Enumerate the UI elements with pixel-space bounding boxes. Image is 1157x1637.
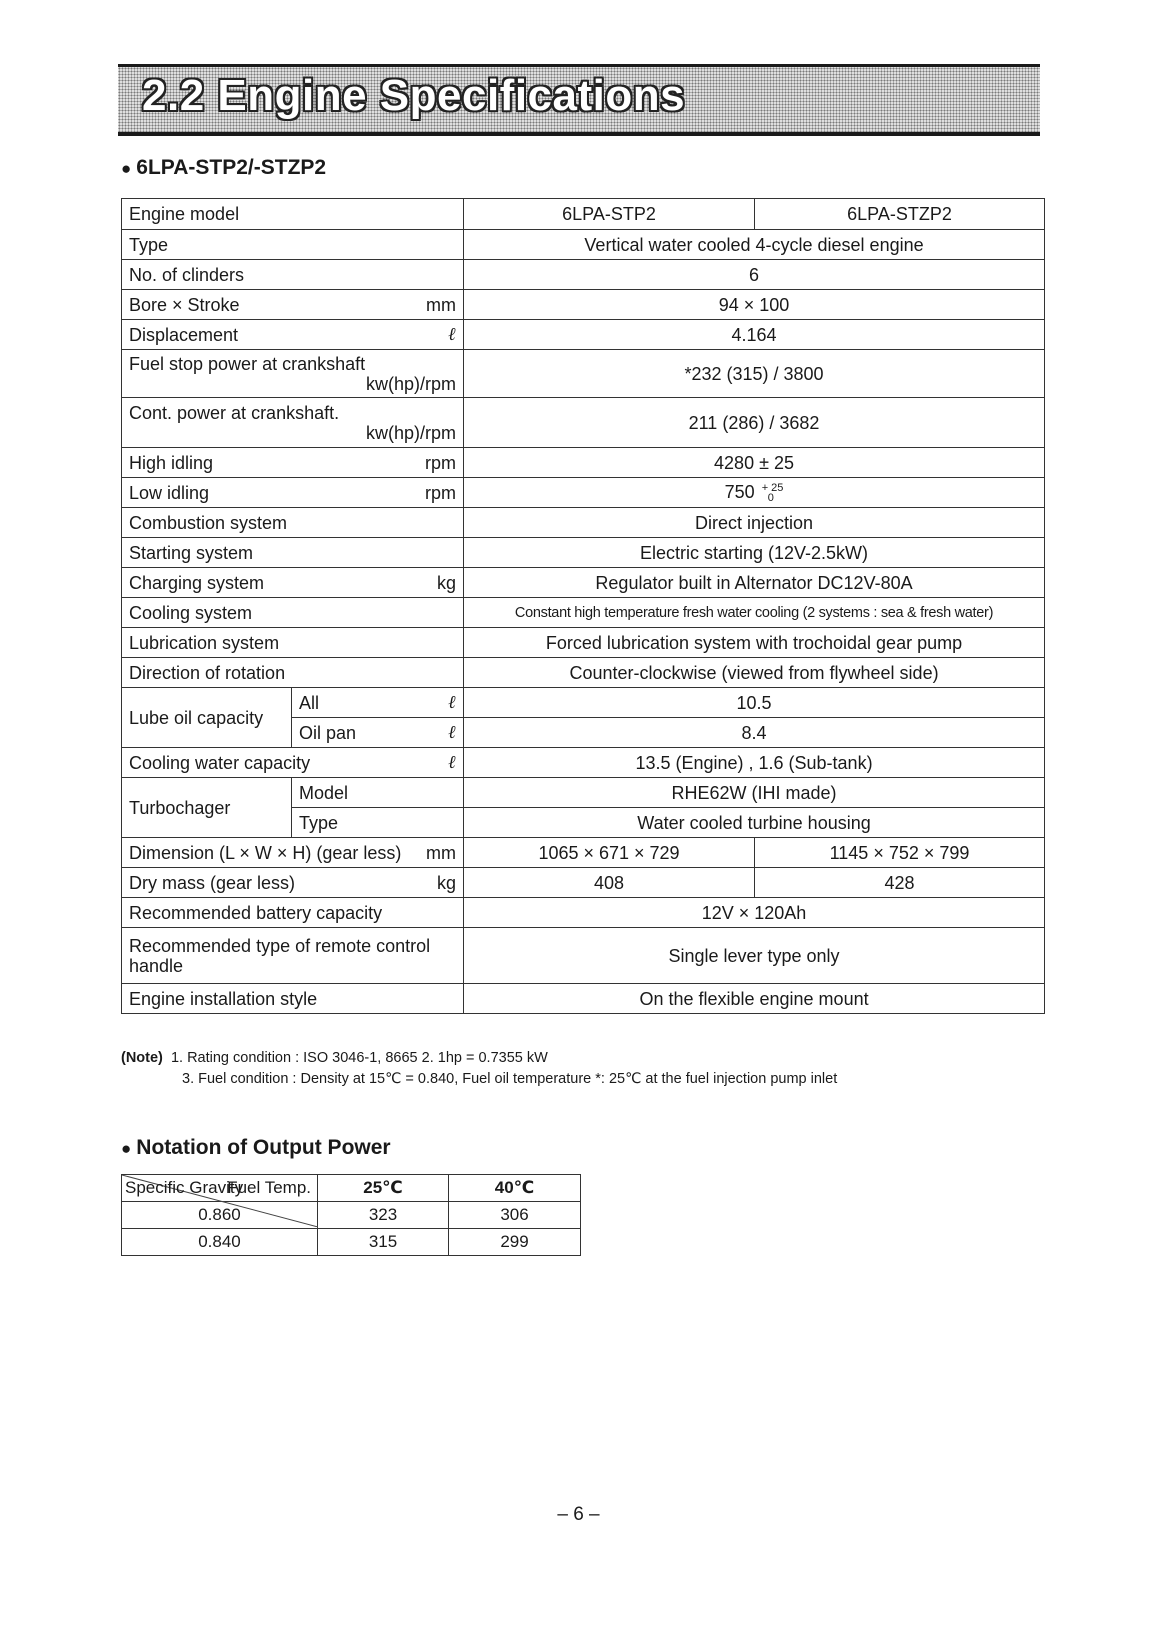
row-label-cell [122, 568, 464, 598]
table-row [122, 350, 1045, 398]
table-row [122, 260, 1045, 290]
unit-label: ℓ [448, 721, 457, 743]
row-label: Lube oil capacity [122, 688, 292, 748]
value-cell: 94 × 100 [464, 290, 1045, 320]
table-row [122, 868, 1045, 898]
unit-label: ℓ [448, 751, 457, 773]
row-label-cell [122, 320, 464, 350]
note-line-1 [121, 1050, 548, 1066]
row-label: Lubrication system [122, 628, 464, 658]
row-label: Recommended type of remote control handle [122, 928, 464, 984]
table-row [122, 1175, 581, 1202]
table-row [122, 778, 1045, 808]
unit-label: kg [437, 872, 457, 893]
table-row [122, 748, 1045, 778]
value-cell: 6LPA-STZP2 [755, 199, 1045, 230]
value-cell: 1145 × 752 × 799 [755, 838, 1045, 868]
unit-label: kw(hp)/rpm [366, 422, 457, 443]
row-label: Starting system [122, 538, 464, 568]
table-row [122, 984, 1045, 1014]
row-label: Combustion system [122, 508, 464, 538]
value-cell: Counter-clockwise (viewed from flywheel side) [464, 658, 1045, 688]
value-cell: Vertical water cooled 4-cycle diesel engine [464, 230, 1045, 260]
row-label-cell [122, 448, 464, 478]
value-cell: 323 [318, 1202, 449, 1229]
unit-label: kw(hp)/rpm [366, 373, 457, 394]
table-row [122, 568, 1045, 598]
table-row [122, 230, 1045, 260]
row-label: Dimension (L × W × H) (gear less) [129, 842, 402, 863]
bullet-icon: ● [121, 159, 132, 178]
row-label: Turbochager [122, 778, 292, 838]
value-cell: 315 [318, 1229, 449, 1256]
bullet-icon: ● [121, 1139, 132, 1158]
low-idling-value: 750 [724, 481, 755, 502]
page-title: 2.2 Engine Specifications [142, 71, 686, 120]
row-label-cell [122, 290, 464, 320]
value-cell: 4.164 [464, 320, 1045, 350]
table-row [122, 688, 1045, 718]
value-cell: 12V × 120Ah [464, 898, 1045, 928]
row-label-cell [122, 868, 464, 898]
unit-label: mm [426, 294, 457, 315]
table-row [122, 898, 1045, 928]
sub-label-cell [292, 718, 464, 748]
value-cell: 428 [755, 868, 1045, 898]
row-label: No. of clinders [122, 260, 464, 290]
sub-label: Oil pan [299, 722, 357, 743]
table-row [122, 538, 1045, 568]
sub-label: Model [292, 778, 464, 808]
page-number: – 6 – [557, 1504, 600, 1525]
table-row [122, 658, 1045, 688]
row-label: Type [122, 230, 464, 260]
value-cell: Water cooled turbine housing [464, 808, 1045, 838]
row-label: Fuel stop power at crankshaft [129, 353, 366, 374]
table-row [122, 508, 1045, 538]
value-cell: 306 [449, 1202, 581, 1229]
row-label-cell [122, 398, 464, 448]
row-label: Engine installation style [122, 984, 464, 1014]
row-label: Low idling [129, 482, 210, 503]
row-label-cell [122, 748, 464, 778]
tolerance-minus: 0 [767, 492, 774, 505]
value-cell: Constant high temperature fresh water cooling (2 systems : sea & fresh water) [464, 598, 1045, 628]
table-row [122, 838, 1045, 868]
value-cell: Direct injection [464, 508, 1045, 538]
value-cell: 13.5 (Engine) , 1.6 (Sub-tank) [464, 748, 1045, 778]
value-cell: 1065 × 671 × 729 [464, 838, 755, 868]
value-cell: 6 [464, 260, 1045, 290]
section-heading-output [121, 1136, 391, 1160]
table-row [122, 598, 1045, 628]
value-cell: 4280 ± 25 [464, 448, 1045, 478]
unit-label: rpm [425, 482, 457, 503]
tolerance-plus: + 25 [761, 482, 784, 495]
row-label: Charging system [129, 572, 265, 593]
unit-label: rpm [425, 452, 457, 473]
value-cell: 408 [464, 868, 755, 898]
row-label: Engine model [122, 199, 464, 230]
row-label: High idling [129, 452, 214, 473]
diagonal-header-cell [122, 1175, 318, 1202]
gravity-cell: 0.860 [122, 1202, 318, 1229]
table-row [122, 398, 1045, 448]
value-cell: 6LPA-STP2 [464, 199, 755, 230]
value-cell: Single lever type only [464, 928, 1045, 984]
unit-label: ℓ [448, 323, 457, 345]
value-cell: 211 (286) / 3682 [464, 398, 1045, 448]
output-power-table [121, 1174, 581, 1256]
fuel-temp-label: Fuel Temp. [227, 1178, 311, 1197]
note-line-2: 3. Fuel condition : Density at 15℃ = 0.840, Fuel oil temperature *: 25℃ at the fuel injection pump inlet [182, 1071, 838, 1087]
section-heading-text: Notation of Output Power [136, 1136, 391, 1159]
row-label-cell [122, 838, 464, 868]
table-row [122, 928, 1045, 984]
value-cell: 299 [449, 1229, 581, 1256]
row-label: Displacement [129, 324, 239, 345]
table-row [122, 448, 1045, 478]
section-heading-model [121, 156, 326, 180]
value-cell: Electric starting (12V-2.5kW) [464, 538, 1045, 568]
value-cell: 8.4 [464, 718, 1045, 748]
note-prefix: (Note) [121, 1050, 163, 1066]
row-label: Cooling system [122, 598, 464, 628]
sub-label: Type [292, 808, 464, 838]
value-cell [464, 478, 1045, 508]
note-text: 1. Rating condition : ISO 3046-1, 8665 2. 1hp = 0.7355 kW [170, 1050, 548, 1066]
table-row [122, 1229, 581, 1256]
value-cell: Forced lubrication system with trochoidal gear pump [464, 628, 1045, 658]
specific-gravity-label: Specific Gravity [125, 1178, 244, 1197]
spec-table [121, 198, 1045, 1014]
table-row [122, 290, 1045, 320]
row-label: Cont. power at crankshaft. [129, 402, 340, 423]
row-label: Dry mass (gear less) [129, 872, 296, 893]
value-cell: 10.5 [464, 688, 1045, 718]
section-heading-text: 6LPA-STP2/-STZP2 [136, 156, 327, 179]
unit-label: mm [426, 842, 457, 863]
column-header: 25℃ [318, 1175, 449, 1202]
table-row [122, 199, 1045, 230]
unit-label: kg [437, 572, 457, 593]
table-row [122, 628, 1045, 658]
row-label-cell [122, 350, 464, 398]
value-cell: Regulator built in Alternator DC12V-80A [464, 568, 1045, 598]
value-cell: *232 (315) / 3800 [464, 350, 1045, 398]
sub-label-cell [292, 688, 464, 718]
column-header: 40℃ [449, 1175, 581, 1202]
value-cell: RHE62W (IHI made) [464, 778, 1045, 808]
sub-label: All [299, 692, 320, 713]
value-cell: On the flexible engine mount [464, 984, 1045, 1014]
gravity-cell: 0.840 [122, 1229, 318, 1256]
table-row [122, 478, 1045, 508]
row-label-cell [122, 478, 464, 508]
row-label: Direction of rotation [122, 658, 464, 688]
row-label: Cooling water capacity [129, 752, 311, 773]
row-label: Recommended battery capacity [122, 898, 464, 928]
row-label: Bore × Stroke [129, 294, 240, 315]
unit-label: ℓ [448, 691, 457, 713]
table-row [122, 320, 1045, 350]
title-banner [118, 64, 1040, 136]
